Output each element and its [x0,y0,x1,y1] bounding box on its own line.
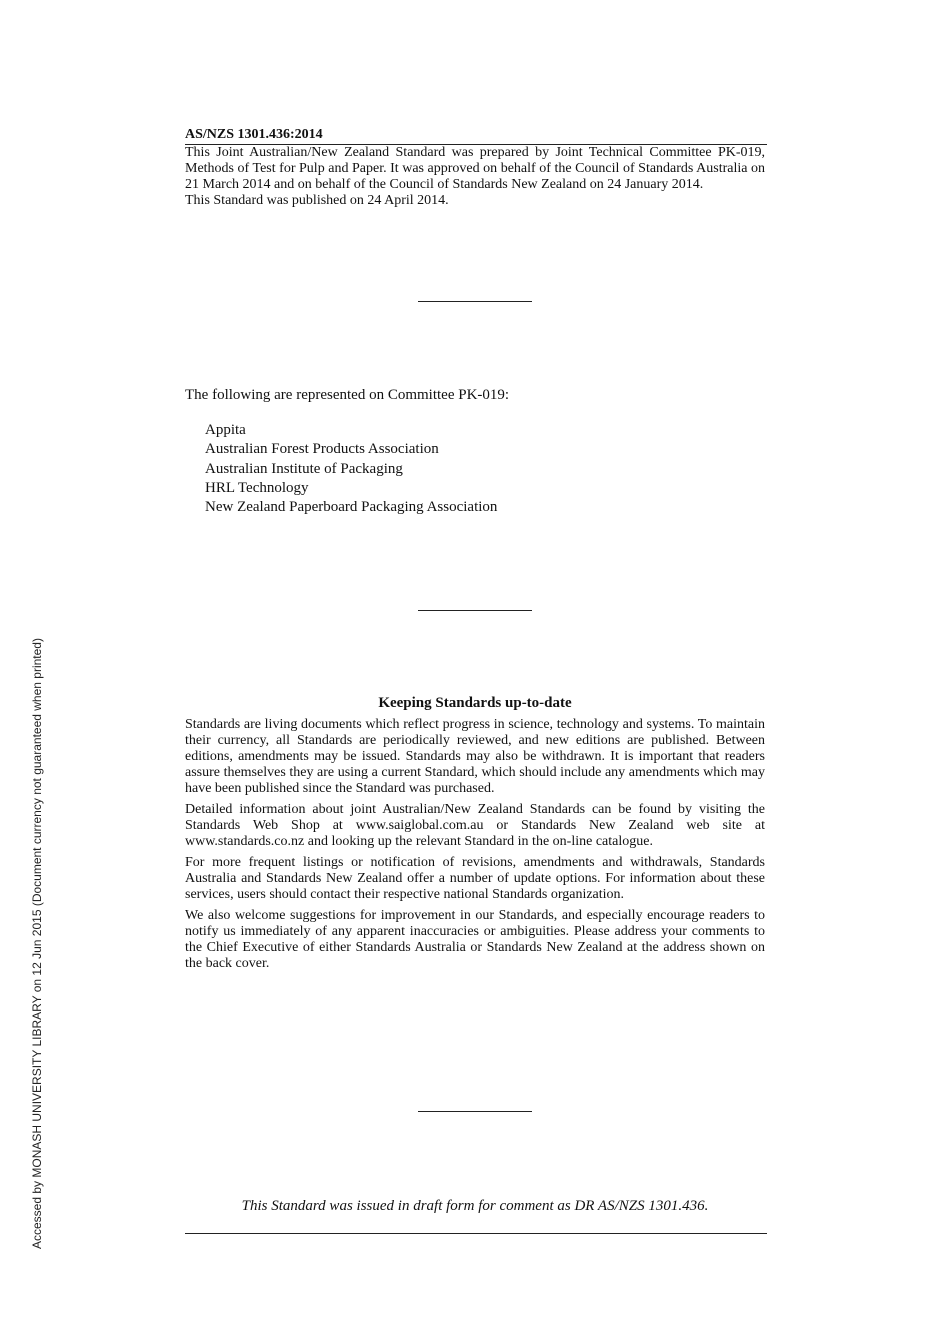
committee-member: New Zealand Paperboard Packaging Association [205,499,498,516]
committee-member: Appita [205,422,246,438]
section-divider [418,1111,532,1112]
section-divider [418,610,532,611]
standard-designation: AS/NZS 1301.436:2014 [185,127,323,142]
committee-member: HRL Technology [205,479,309,496]
keeping-paragraph: For more frequent listings or notification of revisions, amendments and withdrawals, Standards Australia and Standards New Zealand offer a number of update options. For information about these services, users should contact their respective national Standards organization. [185,855,765,902]
keeping-paragraph: Standards are living documents which reflect progress in science, technology and systems. To maintain their currency, all Standards are periodically reviewed, and new editions are published. Between editions, amendments may be issued. Standards may also be withdrawn. It is important that readers assure themselves they are using a current Standard, which should include any amendments which may have been published since the Standard was purchased. [185,717,765,796]
committee-member: Australian Forest Products Association [205,441,439,458]
committee-member-list [205,421,497,517]
preparation-paragraph: This Joint Australian/New Zealand Standard was prepared by Joint Technical Committee PK-019, Methods of Test for Pulp and Paper. It was approved on behalf of the Council of Standards Australia on 21 March 2014 and on behalf of the Council of Standards New Zealand on 24 January 2014. [185,145,765,192]
section-divider [418,301,532,302]
draft-note: This Standard was issued in draft form for comment as DR AS/NZS 1301.436. [241,1198,709,1214]
footer-rule [185,1233,767,1234]
access-watermark: Accessed by MONASH UNIVERSITY LIBRARY on 12 Jun 2015 (Document currency not guaranteed when printed) [30,638,44,1249]
keeping-standards-text [185,717,765,977]
keeping-paragraph: We also welcome suggestions for improvement in our Standards, and especially encourage readers to notify us immediately of any apparent inaccuracies or ambiguities. Please address your comments to the Chief Executive of either Standards Australia or Standards New Zealand at the address shown on the back cover. [185,908,765,971]
keeping-standards-heading: Keeping Standards up-to-date [378,695,572,711]
keeping-paragraph: Detailed information about joint Australian/New Zealand Standards can be found by visiting the Standards Web Shop at www.saiglobal.com.au or Standards New Zealand web site at www.standards.co.nz and looking up the relevant Standard in the on-line catalogue. [185,802,765,849]
preparation-statement [185,145,765,209]
publication-date-paragraph: This Standard was published on 24 April 2014. [185,193,449,208]
committee-member: Australian Institute of Packaging [205,460,403,477]
committee-intro: The following are represented on Committee PK-019: [185,387,510,403]
